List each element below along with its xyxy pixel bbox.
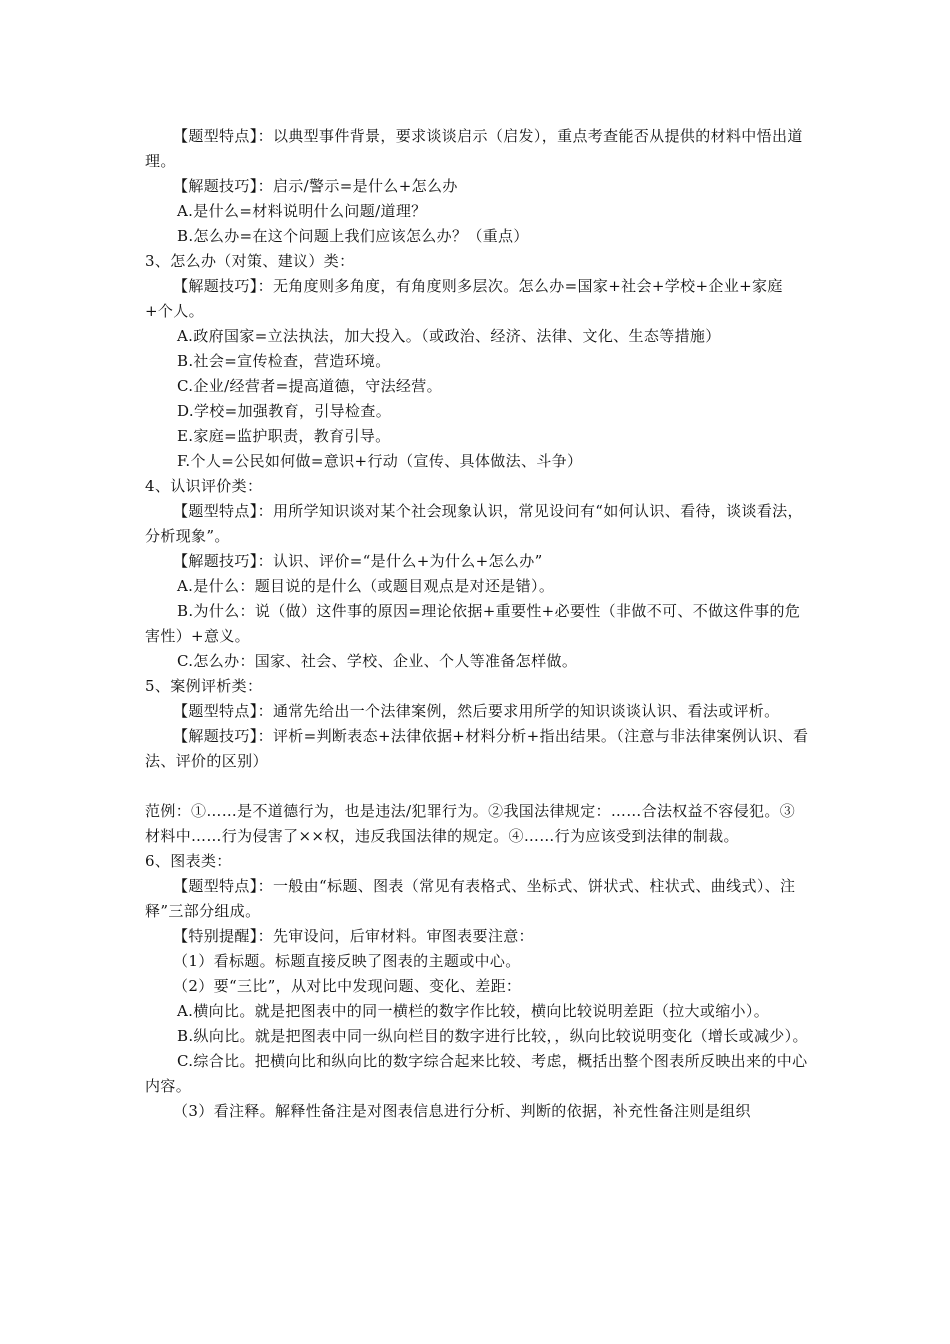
- list-item-b-how: B.怎么办=在这个问题上我们应该怎么办？（重点）: [177, 227, 529, 245]
- list-item-a-government: A.政府国家=立法执法，加大投入。（或政治、经济、法律、文化、生态等措施）: [177, 327, 721, 345]
- section-heading-4: 4、认识评价类：: [145, 477, 263, 495]
- list-item-c-enterprise: C.企业/经营者=提高道德，守法经营。: [177, 377, 442, 395]
- paragraph-solving-tips-4: 【解题技巧】：认识、评价=“是什么+为什么+怎么办”: [173, 552, 543, 570]
- list-item-c-combined: C.综合比。把横向比和纵向比的数字综合起来比较、考虑，概括出整个图表所反映出来的中心内容。: [145, 1052, 808, 1095]
- list-item-e-family: E.家庭=监护职责，教育引导。: [177, 427, 391, 445]
- list-item-a-what: A.是什么=材料说明什么问题/道理？: [177, 202, 427, 220]
- list-item-f-individual: F.个人=公民如何做=意识+行动（宣传、具体做法、斗争）: [177, 452, 583, 470]
- list-item-c-how-4: C.怎么办：国家、社会、学校、企业、个人等准备怎样做。: [177, 652, 578, 670]
- list-item-1-title: （1）看标题。标题直接反映了图表的主题或中心。: [173, 952, 521, 970]
- list-item-b-why-4: B.为什么：说（做）这件事的原因=理论依据+重要性+必要性（非做不可、不做这件事的危害性）+意义。: [145, 602, 801, 645]
- paragraph-solving-tips-1: 【解题技巧】：启示/警示=是什么+怎么办: [173, 177, 458, 195]
- list-item-b-vertical: B.纵向比。就是把图表中同一纵向栏目的数字进行比较，，纵向比较说明变化（增长或减少）。: [177, 1027, 808, 1045]
- list-item-b-society: B.社会=宣传检查，营造环境。: [177, 352, 391, 370]
- paragraph-example: 范例：①……是不道德行为，也是违法/犯罪行为。②我国法律规定：……合法权益不容侵犯。③材料中……行为侵害了××权，违反我国法律的规定。④……行为应该受到法律的制裁。: [145, 802, 796, 845]
- blank-line: [145, 774, 809, 799]
- list-item-2-compare: （2）要“三比”，从对比中发现问题、变化、差距：: [173, 977, 522, 995]
- list-item-d-school: D.学校=加强教育，引导检查。: [177, 402, 392, 420]
- section-heading-6: 6、图表类：: [145, 852, 232, 870]
- section-heading-5: 5、案例评析类：: [145, 677, 263, 695]
- paragraph-topic-features-4: 【题型特点】：用所学知识谈对某个社会现象认识，常见设问有“如何认识、看待，谈谈看法，分析现象”。: [145, 502, 803, 545]
- paragraph-solving-tips-3: 【解题技巧】：无角度则多角度，有角度则多层次。怎么办=国家+社会+学校+企业+家庭+个人。: [145, 277, 783, 320]
- paragraph-topic-features-6: 【题型特点】：一般由“标题、图表（常见有表格式、坐标式、饼状式、柱状式、曲线式）、注释”三部分组成。: [145, 877, 796, 920]
- list-item-3-notes: （3）看注释。解释性备注是对图表信息进行分析、判断的依据，补充性备注则是组织: [173, 1102, 751, 1120]
- list-item-a-what-4: A.是什么：题目说的是什么（或题目观点是对还是错）。: [177, 577, 555, 595]
- paragraph-topic-features-1: 【题型特点】：以典型事件背景，要求谈谈启示（启发），重点考查能否从提供的材料中悟出道理。: [145, 127, 803, 170]
- paragraph-topic-features-5: 【题型特点】：通常先给出一个法律案例，然后要求用所学的知识谈谈认识、看法或评析。: [173, 702, 780, 720]
- paragraph-special-reminder: 【特别提醒】：先审设问，后审材料。审图表要注意：: [173, 927, 534, 945]
- document-body: [145, 124, 809, 1124]
- section-heading-3: 3、怎么办（对策、建议）类：: [145, 252, 355, 270]
- paragraph-solving-tips-5: 【解题技巧】：评析=判断表态+法律依据+材料分析+指出结果。（注意与非法律案例认识、看法、评价的区别）: [145, 727, 809, 770]
- list-item-a-horizontal: A.横向比。就是把图表中的同一横栏的数字作比较，横向比较说明差距（拉大或缩小）。: [177, 1002, 770, 1020]
